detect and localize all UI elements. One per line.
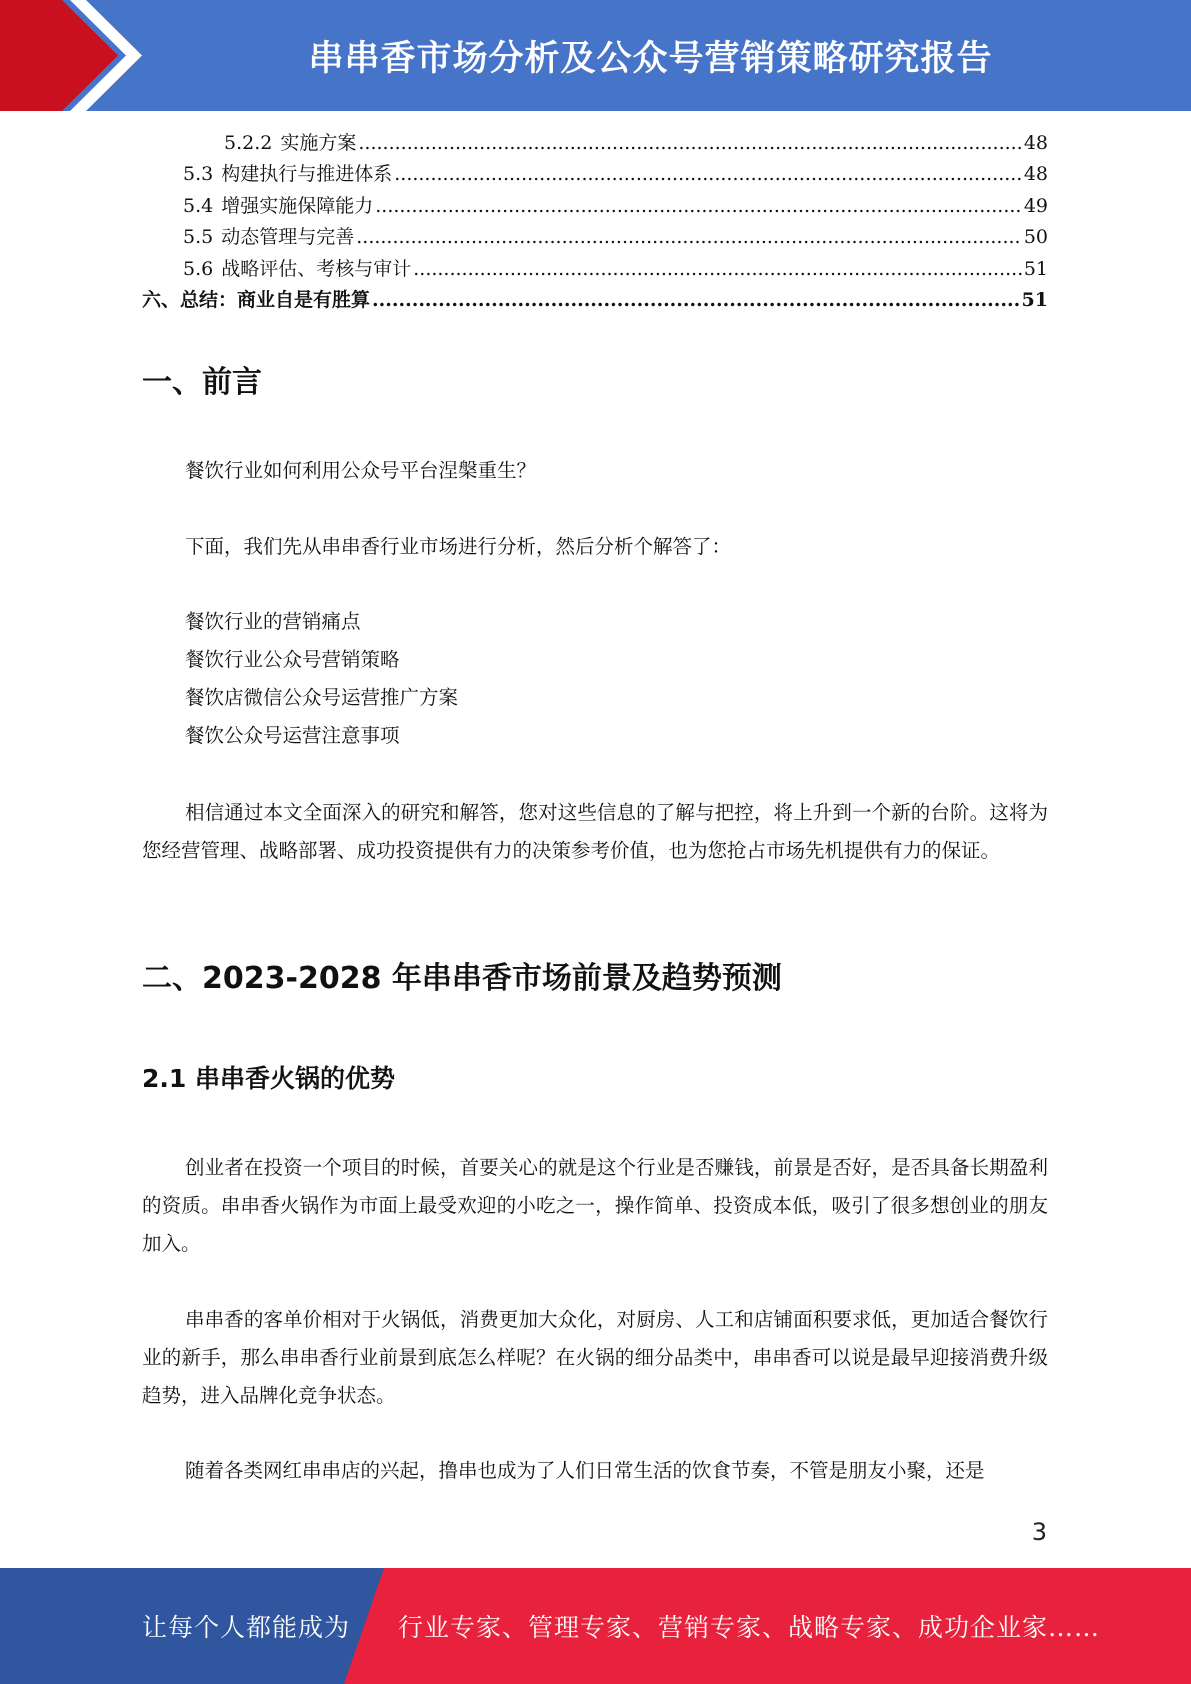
toc-entry-page: 50 <box>1023 226 1048 249</box>
page-number: 3 <box>1031 1518 1047 1546</box>
header-chevron-icon <box>0 0 150 111</box>
toc-leader-dots <box>372 289 1020 311</box>
section-heading: 二、2023-2028 年串串香市场前景及趋势预测 <box>142 961 782 996</box>
topic-list <box>185 603 458 755</box>
toc-entry-title: 实施方案 <box>280 132 357 154</box>
table-of-contents <box>142 128 1048 316</box>
toc-entry-title: 战略评估、考核与审计 <box>221 257 412 280</box>
toc-leader-dots <box>375 195 1022 217</box>
toc-entry-page: 51 <box>1023 257 1048 280</box>
toc-leader-dots <box>356 226 1022 248</box>
toc-entry-number: 5.6 <box>183 257 214 280</box>
toc-entry-number: 5.4 <box>183 194 214 217</box>
paragraph: 串串香的客单价相对于火锅低，消费更加大众化，对厨房、人工和店铺面积要求低，更加适合餐饮行业的新手，那么串串香行业前景到底怎么样呢？在火锅的细分品类中，串串香可以说是最早迎接消费升级趋势，进入品牌化竞争状态。 <box>142 1308 1048 1407</box>
toc-entry-title: 六、总结：商业自是有胜算 <box>142 288 371 311</box>
toc-leader-dots <box>413 258 1022 280</box>
toc-entry-title: 动态管理与完善 <box>221 226 355 249</box>
toc-entry-title: 增强实施保障能力 <box>221 194 374 217</box>
page-header <box>0 0 1191 111</box>
toc-entry-page: 48 <box>1023 132 1048 154</box>
toc-entry[interactable] <box>142 222 1048 253</box>
toc-entry[interactable] <box>142 285 1048 316</box>
toc-entry[interactable] <box>142 191 1048 222</box>
paragraph: 餐饮行业如何利用公众号平台涅槃重生？ <box>185 459 537 482</box>
toc-entry[interactable] <box>142 159 1048 190</box>
paragraph: 相信通过本文全面深入的研究和解答，您对这些信息的了解与把控，将上升到一个新的台阶。这将为您经营管理、战略部署、成功投资提供有力的决策参考价值，也为您抢占市场先机提供有力的保证。 <box>142 801 1048 862</box>
header-title: 串串香市场分析及公众号营销策略研究报告 <box>308 38 993 79</box>
toc-entry-number: 5.2.2 <box>224 132 273 154</box>
paragraph: 创业者在投资一个项目的时候，首要关心的就是这个行业是否赚钱，前景是否好，是否具备长期盈利的资质。串串香火锅作为市面上最受欢迎的小吃之一，操作简单、投资成本低，吸引了很多想创业的朋友加入。 <box>142 1156 1048 1255</box>
list-item: 餐饮行业的营销痛点 <box>185 610 361 633</box>
footer-slogan-left: 让每个人都能成为 <box>142 1613 351 1642</box>
toc-entry-page: 48 <box>1023 163 1048 186</box>
paragraph: 随着各类网红串串店的兴起，撸串也成为了人们日常生活的饮食节奏，不管是朋友小聚，还是 <box>185 1459 985 1482</box>
toc-entry[interactable] <box>142 128 1048 159</box>
toc-leader-dots <box>358 132 1021 154</box>
toc-entry-page: 51 <box>1021 288 1048 311</box>
list-item: 餐饮店微信公众号运营推广方案 <box>185 686 459 709</box>
subsection-heading: 2.1 串串香火锅的优势 <box>142 1064 395 1093</box>
toc-entry-title: 构建执行与推进体系 <box>221 163 393 186</box>
paragraph: 下面，我们先从串串香行业市场进行分析，然后分析个解答了： <box>185 535 732 558</box>
toc-entry-page: 49 <box>1023 194 1048 217</box>
toc-entry-number: 5.3 <box>183 163 214 186</box>
list-item: 餐饮行业公众号营销策略 <box>185 648 400 671</box>
section-heading: 一、前言 <box>142 365 262 400</box>
toc-entry-number: 5.5 <box>183 226 214 249</box>
footer-slogan-right: 行业专家、管理专家、营销专家、战略专家、成功企业家…… <box>398 1613 1101 1642</box>
toc-leader-dots <box>394 163 1022 185</box>
page-footer <box>0 1568 1191 1684</box>
toc-entry[interactable] <box>142 254 1048 285</box>
list-item: 餐饮公众号运营注意事项 <box>185 724 400 747</box>
